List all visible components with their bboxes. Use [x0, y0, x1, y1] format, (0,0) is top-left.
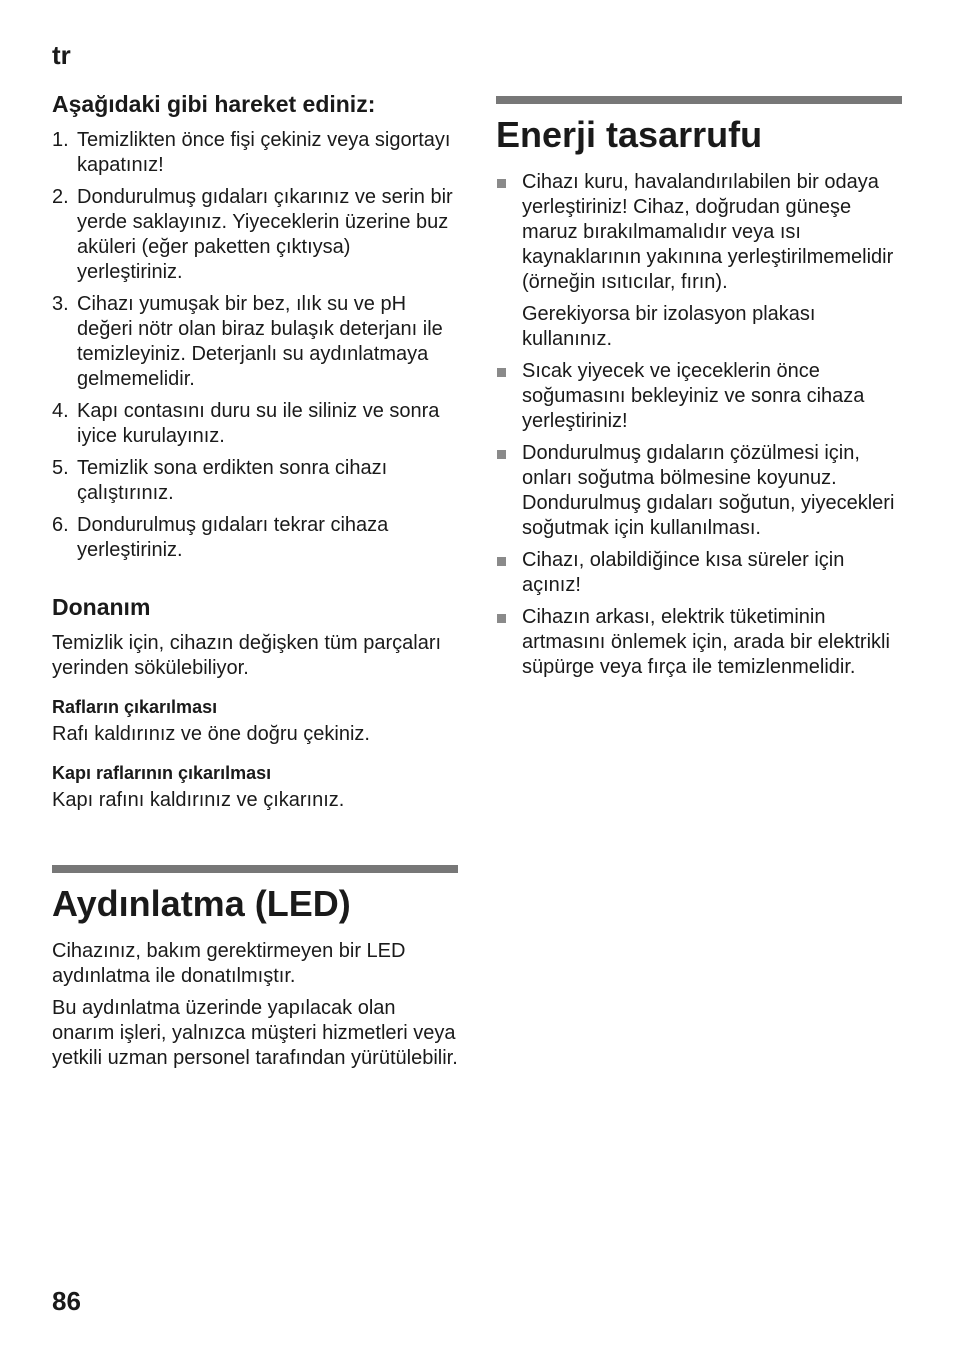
door-shelves-text: Kapı rafını kaldırınız ve çıkarınız. [52, 789, 345, 811]
list-item [52, 292, 458, 392]
list-item [496, 441, 902, 541]
step-text: Kapı contasını duru su ile siliniz ve sonra iyice kurulayınız. [77, 400, 440, 447]
list-item [496, 170, 902, 352]
step-text: Dondurulmuş gıdaları tekrar cihaza yerleştiriniz. [77, 514, 389, 561]
bullet-square-icon [497, 614, 506, 623]
step-text: Cihazı yumuşak bir bez, ılık su ve pH değeri nötr olan biraz bulaşık deterjanı ile temizleyiniz. Deterjanlı su aydınlatmaya gelmemelidir. [77, 293, 443, 390]
tip-text: Dondurulmuş gıdaların çözülmesi için, onları soğutma bölmesine koyunuz. Dondurulmuş gıdaları soğutun, yiyecekleri soğutmak için kullanılması. [522, 442, 895, 539]
shelves-heading: Rafların çıkarılması [52, 697, 218, 717]
bullet-square-icon [497, 368, 506, 377]
section-rule [496, 96, 902, 104]
tip-text: Cihazı, olabildiğince kısa süreler için açınız! [522, 549, 845, 596]
steps-heading: Aşağıdaki gibi hareket ediniz: [52, 91, 376, 117]
tip-text: Cihazı kuru, havalandırılabilen bir odaya yerleştiriniz! Cihaz, doğrudan güneşe maruz bırakılmamalıdır veya ısı kaynaklarının yakınına yerleştirilmemelidir (örneğin ısıtıcılar, fırın). [522, 171, 894, 293]
left-column [52, 90, 458, 820]
step-number: 6. [52, 514, 69, 536]
list-item [496, 605, 902, 680]
tip-text: Sıcak yiyecek ve içeceklerin önce soğumasını bekleyiniz ve sonra cihaza yerleştiriniz! [522, 360, 865, 432]
door-shelves-heading: Kapı raflarının çıkarılması [52, 763, 272, 783]
energy-tips-list [496, 170, 902, 680]
list-item [52, 456, 458, 506]
step-text: Dondurulmuş gıdaları çıkarınız ve serin bir yerde saklayınız. Yiyeceklerin üzerine buz aküleri (eğer paketten çıktıysa) yerleştiriniz. [77, 186, 453, 283]
list-item [52, 399, 458, 449]
led-paragraph-2: Bu aydınlatma üzerinde yapılacak olan onarım işleri, yalnızca müşteri hizmetleri veya yetkili uzman personel tarafından yürütülebilir. [52, 997, 458, 1069]
step-number: 4. [52, 400, 69, 422]
step-text: Temizlikten önce fişi çekiniz veya sigortayı kapatınız! [77, 129, 451, 176]
shelves-text: Rafı kaldırınız ve öne doğru çekiniz. [52, 723, 370, 745]
bullet-square-icon [497, 450, 506, 459]
language-tag: tr [52, 40, 71, 70]
step-number: 5. [52, 457, 69, 479]
led-paragraph-1: Cihazınız, bakım gerektirmeyen bir LED aydınlatma ile donatılmıştır. [52, 940, 406, 987]
cleaning-steps-list [52, 128, 458, 563]
step-text: Temizlik sona erdikten sonra cihazı çalıştırınız. [77, 457, 388, 504]
list-item [496, 548, 902, 598]
energy-saving-heading: Enerji tasarrufu [496, 114, 763, 155]
led-section [52, 865, 458, 1078]
page-number: 86 [52, 1286, 81, 1316]
tip-text: Cihazın arkası, elektrik tüketiminin artmasını önlemek için, arada bir elektrikli süpürge veya fırça ile temizlenmelidir. [522, 606, 890, 678]
section-rule [52, 865, 458, 873]
step-number: 1. [52, 129, 69, 151]
list-item [52, 128, 458, 178]
tip-extra-text: Gerekiyorsa bir izolasyon plakası kullanınız. [522, 303, 816, 350]
list-item [52, 513, 458, 563]
step-number: 3. [52, 293, 69, 315]
list-item [496, 359, 902, 434]
donanim-text: Temizlik için, cihazın değişken tüm parçaları yerinden sökülebiliyor. [52, 632, 442, 679]
list-item [52, 185, 458, 285]
led-heading: Aydınlatma (LED) [52, 883, 351, 924]
bullet-square-icon [497, 557, 506, 566]
step-number: 2. [52, 186, 69, 208]
right-column [496, 96, 902, 687]
donanim-heading: Donanım [52, 594, 151, 620]
bullet-square-icon [497, 179, 506, 188]
